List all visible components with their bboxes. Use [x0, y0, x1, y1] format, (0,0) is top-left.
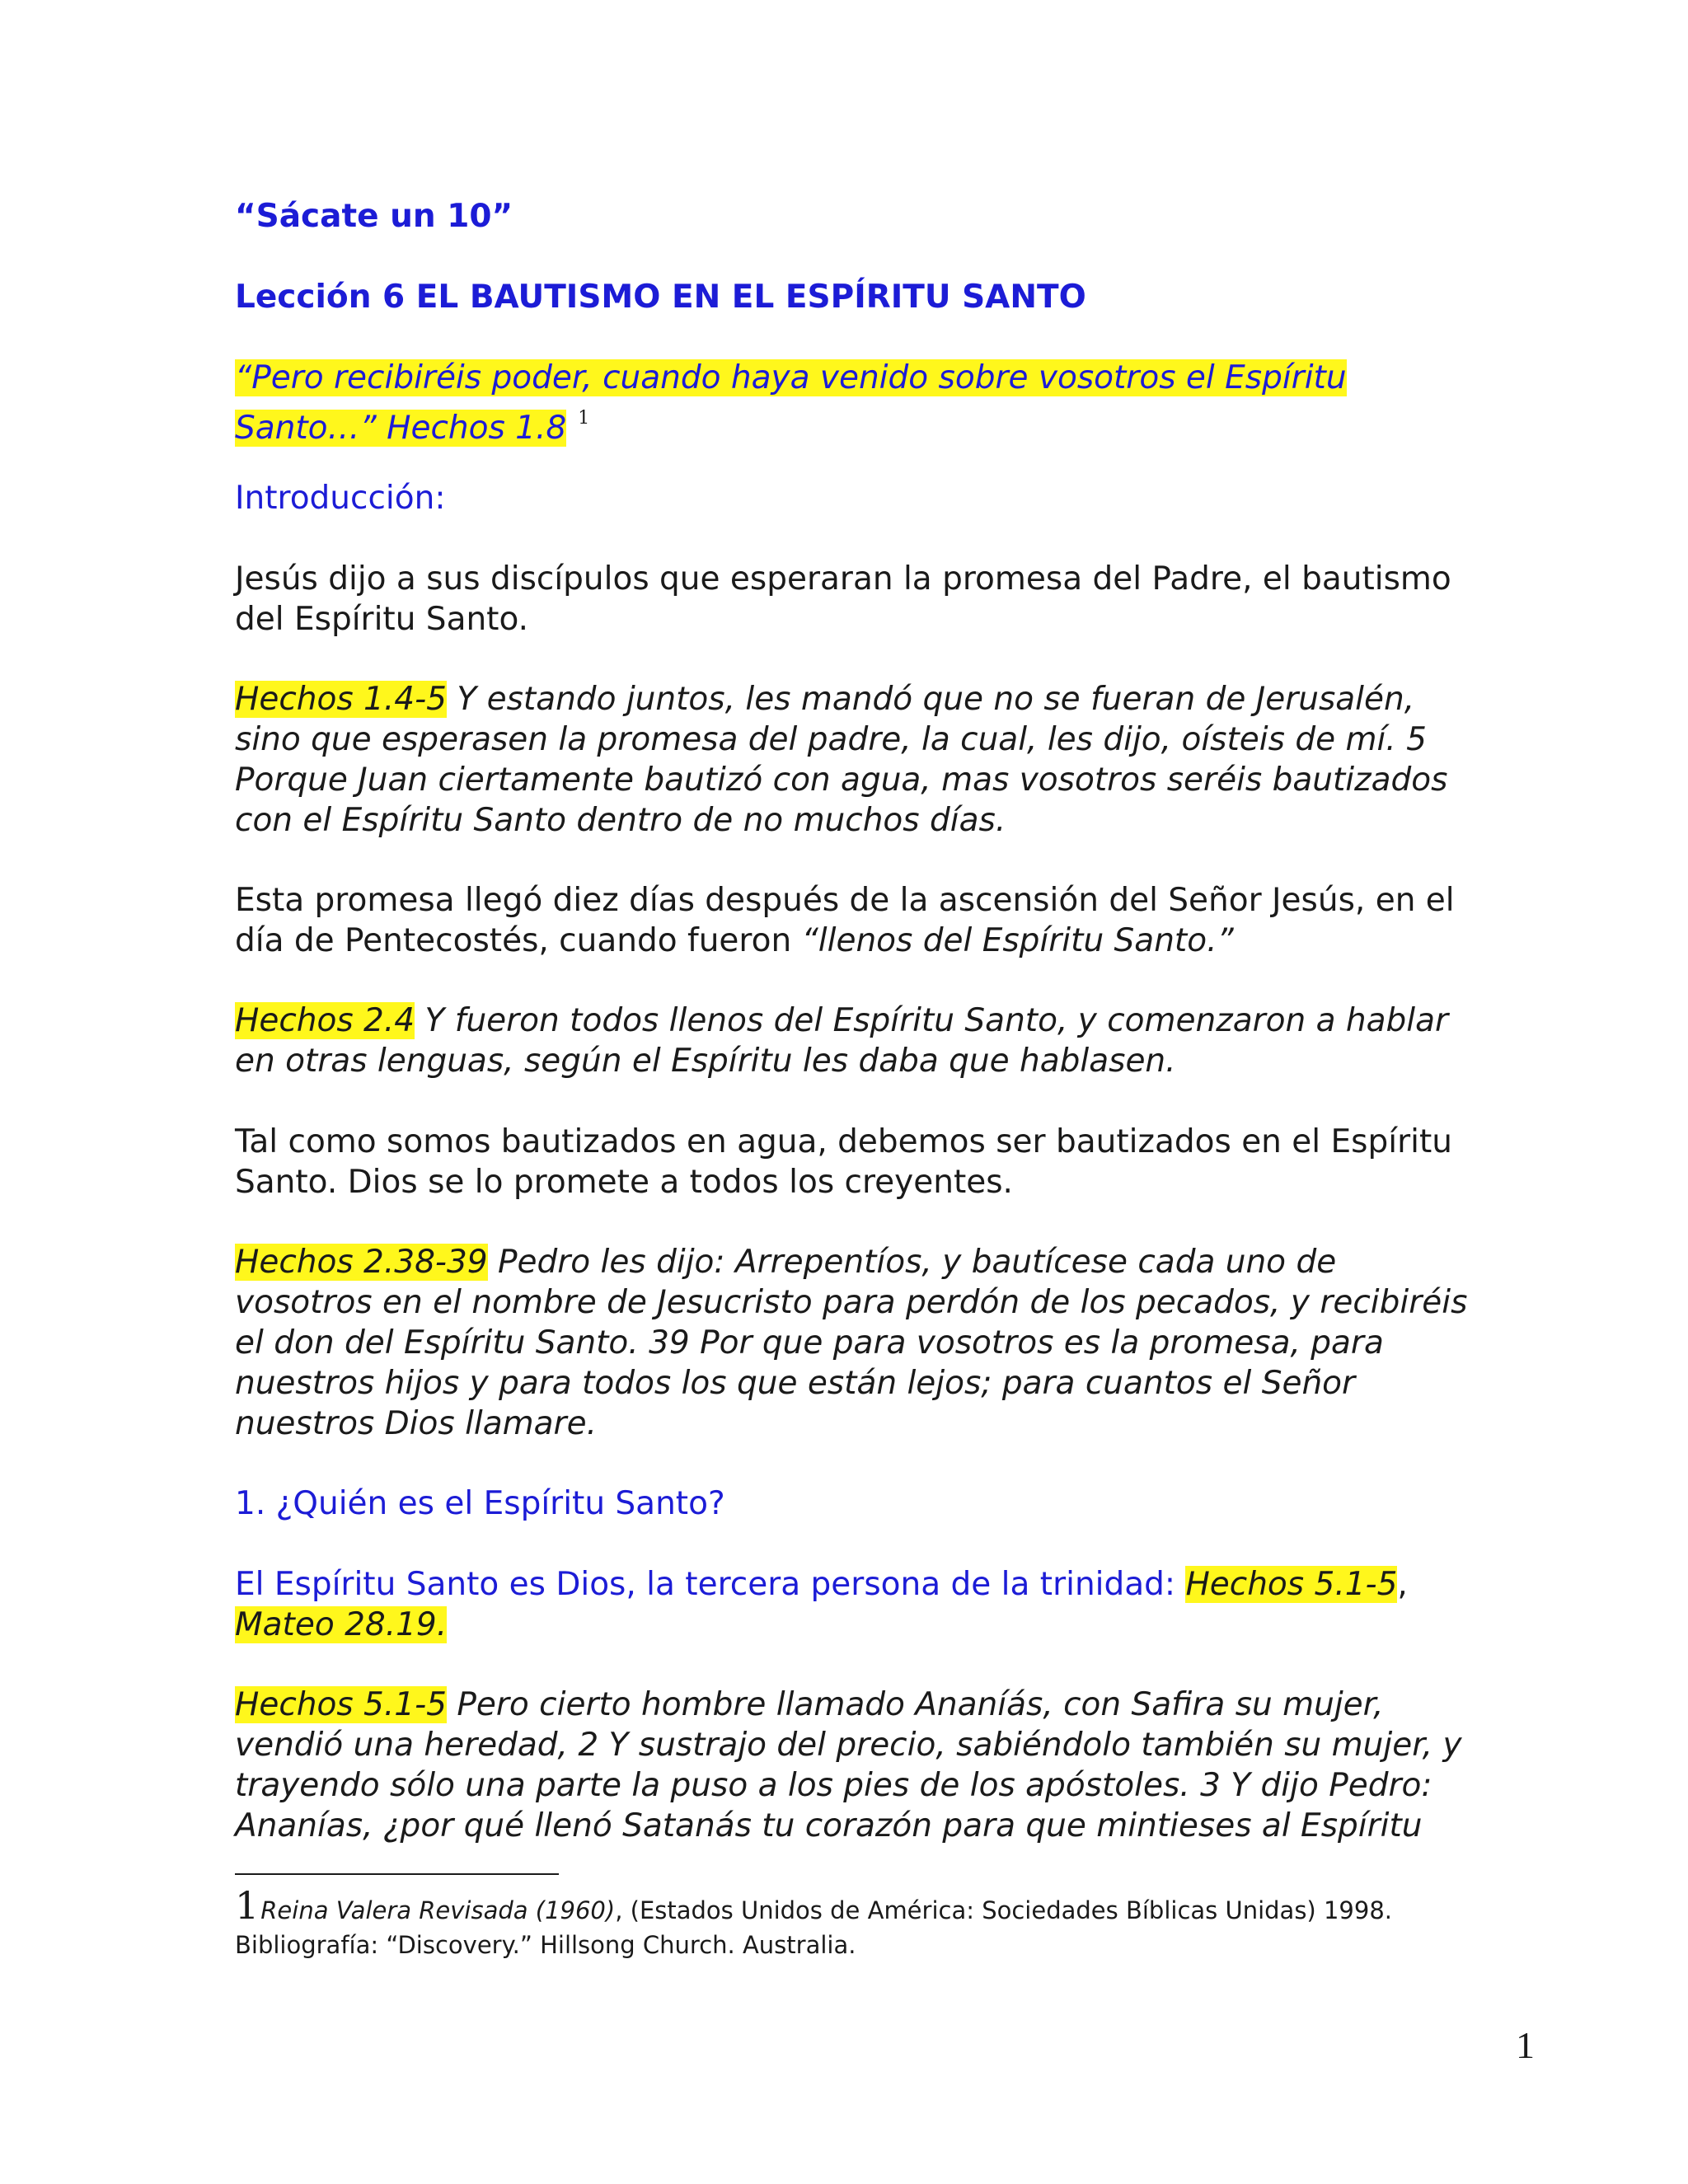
paragraph-text: El Espíritu Santo es Dios, la tercera persona de la trinidad:	[235, 1566, 1186, 1603]
comma: ,	[1397, 1566, 1408, 1603]
paragraph-line: Jesús dijo a sus discípulos que esperaran la promesa del Padre, el bautismo	[235, 560, 1451, 598]
verse-reference: Hechos 2.38-39	[235, 1244, 488, 1281]
epigraph-highlight: “Pero recibiréis poder, cuando haya venido sobre vosotros el Espíritu	[235, 359, 1347, 396]
verse-line: nuestros hijos y para todos los que están lejos; para cuantos el Señor	[235, 1365, 1356, 1402]
lesson-heading: Lección 6 EL BAUTISMO EN EL ESPÍRITU SANTO	[235, 279, 1086, 316]
paragraph-line	[235, 921, 1521, 961]
quoted-text: “llenos del Espíritu Santo.”	[801, 922, 1234, 959]
verse-line: con el Espíritu Santo dentro de no muchos días.	[235, 802, 1006, 839]
verse-line: Ananías, ¿por qué llenó Satanás tu corazón para que mintieses al Espíritu	[235, 1807, 1423, 1844]
footnote-line	[235, 1883, 1521, 1928]
paragraph-line	[235, 1564, 1521, 1605]
verse-line: sino que esperasen la promesa del padre, la cual, les dijo, oísteis de mí. 5	[235, 721, 1427, 758]
reference-highlight: Mateo 28.19.	[235, 1606, 448, 1643]
paragraph-line: del Espíritu Santo.	[235, 601, 529, 638]
verse-line	[235, 1242, 1521, 1282]
document-title: “Sácate un 10”	[235, 198, 513, 235]
verse-reference: Hechos 5.1-5	[235, 1686, 447, 1723]
verse-reference: Hechos 2.4	[235, 1002, 415, 1039]
verse-line	[235, 1685, 1521, 1725]
section-heading: 1. ¿Quién es el Espíritu Santo?	[235, 1485, 725, 1522]
epigraph-line-1	[235, 358, 1521, 398]
paragraph-line: Santo. Dios se lo promete a todos los creyentes.	[235, 1164, 1013, 1201]
verse-text: Y fueron todos llenos del Espíritu Santo, y comenzaron a hablar	[415, 1002, 1449, 1039]
epigraph-line-2	[235, 398, 1521, 448]
footnote-number: 1	[235, 1883, 260, 1928]
paragraph-text: día de Pentecostés, cuando fueron	[235, 922, 802, 959]
reference-highlight: Hechos 5.1-5	[1185, 1566, 1398, 1603]
verse-text: Pero cierto hombre llamado Ananíás, con Safira su mujer,	[446, 1686, 1384, 1723]
verse-line: en otras lenguas, según el Espíritu les daba que hablasen.	[235, 1043, 1176, 1080]
verse-line	[235, 679, 1521, 719]
verse-line: trayendo sólo una parte la puso a los pies de los apóstoles. 3 Y dijo Pedro:	[235, 1767, 1432, 1804]
verse-line: Porque Juan ciertamente bautizó con agua, mas vosotros seréis bautizados	[235, 762, 1448, 799]
verse-line: nuestros Dios llamare.	[235, 1405, 597, 1442]
footnote-separator	[235, 1873, 559, 1875]
paragraph-line: Esta promesa llegó diez días después de la ascensión del Señor Jesús, en el	[235, 882, 1455, 919]
page-number: 1	[1516, 2024, 1535, 2066]
footnote-source-title: Reina Valera Revisada (1960)	[260, 1896, 616, 1924]
footnote-line: Bibliografía: “Discovery.” Hillsong Church. Australia.	[235, 1931, 856, 1959]
footnote-source-details: , (Estados Unidos de América: Sociedades Bíblicas Unidas) 1998.	[615, 1896, 1392, 1924]
intro-heading: Introducción:	[235, 480, 446, 517]
verse-line: vendió una heredad, 2 Y sustrajo del precio, sabiéndolo también su mujer, y	[235, 1727, 1462, 1764]
verse-line	[235, 1001, 1521, 1041]
verse-line: el don del Espíritu Santo. 39 Por que para vosotros es la promesa, para	[235, 1324, 1384, 1361]
paragraph-line: Tal como somos bautizados en agua, debemos ser bautizados en el Espíritu	[235, 1123, 1452, 1160]
verse-line: vosotros en el nombre de Jesucristo para perdón de los pecados, y recibiréis	[235, 1284, 1468, 1321]
paragraph-line	[235, 1605, 1521, 1645]
verse-text: Pedro les dijo: Arrepentíos, y bautícese cada uno de	[487, 1244, 1337, 1281]
footnote-marker[interactable]: 1	[578, 408, 590, 429]
verse-reference: Hechos 1.4-5	[235, 681, 447, 718]
epigraph-highlight: Santo…” Hechos 1.8	[235, 410, 567, 447]
verse-text: Y estando juntos, les mandó que no se fueran de Jerusalén,	[446, 681, 1415, 718]
